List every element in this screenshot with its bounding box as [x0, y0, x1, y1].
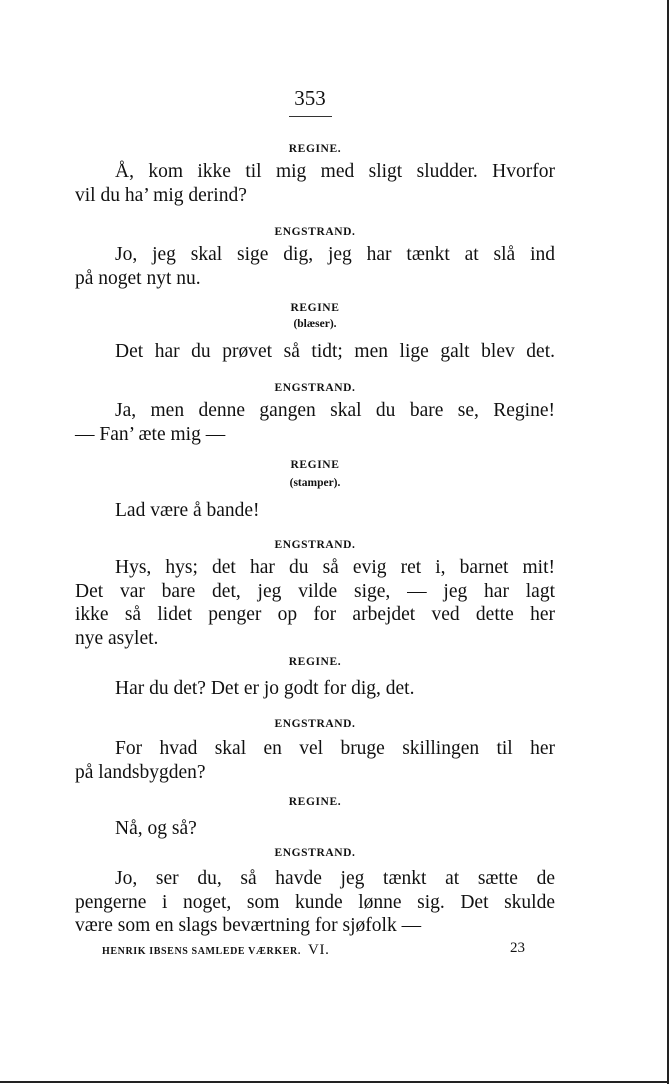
speaker-name: REGINE. [288, 796, 342, 808]
text-line: Har du det? Det er jo godt for dig, det. [115, 678, 415, 699]
text-line: pengerne i noget, som kunde lønne sig. Det skulde [75, 891, 555, 913]
speaker-name: REGINE [290, 302, 340, 314]
text-line: Hys, hys; det har du så evig ret i, barnet mit! [115, 557, 555, 578]
text-line: på noget nyt nu. [75, 267, 201, 289]
footer-title [102, 942, 329, 959]
text-line: på landsbygden? [75, 761, 206, 783]
signature-mark: 23 [510, 940, 525, 956]
footer-work-title: HENRIK IBSENS SAMLEDE VÆRKER. [102, 946, 301, 957]
text-line: Å, kom ikke til mig med sligt sludder. Hvorfor [115, 161, 555, 182]
text-line: Lad være å bande! [115, 500, 260, 521]
speaker-name: ENGSTRAND. [274, 539, 356, 551]
speaker-name: REGINE. [288, 656, 342, 668]
text-line: For hvad skal en vel bruge skillingen til her [115, 738, 555, 759]
text-line: Nå, og så? [115, 818, 197, 839]
text-line: Det har du prøvet så tidt; men lige galt blev det. [115, 341, 555, 362]
dialogue-paragraph [75, 160, 555, 207]
text-line: Jo, ser du, så havde jeg tænkt at sætte de [115, 868, 555, 889]
footer-volume: VI. [308, 942, 330, 958]
speaker-name: REGINE [290, 459, 340, 471]
dialogue-paragraph [75, 340, 555, 364]
dialogue-paragraph [75, 243, 555, 290]
text-line: være som en slags beværtning for sjøfolk — [75, 915, 422, 936]
speaker-name: REGINE. [288, 143, 342, 155]
dialogue-paragraph [75, 499, 555, 523]
text-line: — Fan’ æte mig — [75, 423, 226, 445]
dialogue-paragraph [75, 677, 555, 701]
stage-direction: (blæser). [293, 318, 337, 330]
text-line: nye asylet. [75, 627, 159, 649]
dialogue-paragraph [75, 556, 555, 650]
speaker-name: ENGSTRAND. [274, 382, 356, 394]
stage-direction: (stamper). [289, 477, 341, 489]
page-edge-right [667, 0, 669, 1084]
text-line: Jo, jeg skal sige dig, jeg har tænkt at slå ind [115, 244, 555, 265]
speaker-name: ENGSTRAND. [274, 718, 356, 730]
text-line: vil du ha’ mig derind? [75, 184, 247, 206]
speaker-name: ENGSTRAND. [274, 226, 356, 238]
text-line: ikke så lidet penger op for arbejdet ved dette her [75, 604, 555, 625]
dialogue-paragraph [75, 737, 555, 784]
page-number: 353 [294, 86, 326, 110]
page-number-rule [289, 116, 332, 117]
text-line: Ja, men denne gangen skal du bare se, Regine! [115, 400, 555, 421]
page-edge-bottom [0, 1081, 669, 1083]
text-line: Det var bare det, jeg vilde sige, — jeg har lagt [75, 580, 555, 602]
speaker-name: ENGSTRAND. [274, 847, 356, 859]
dialogue-paragraph [75, 867, 555, 938]
dialogue-paragraph [75, 399, 555, 446]
dialogue-paragraph [75, 817, 555, 841]
